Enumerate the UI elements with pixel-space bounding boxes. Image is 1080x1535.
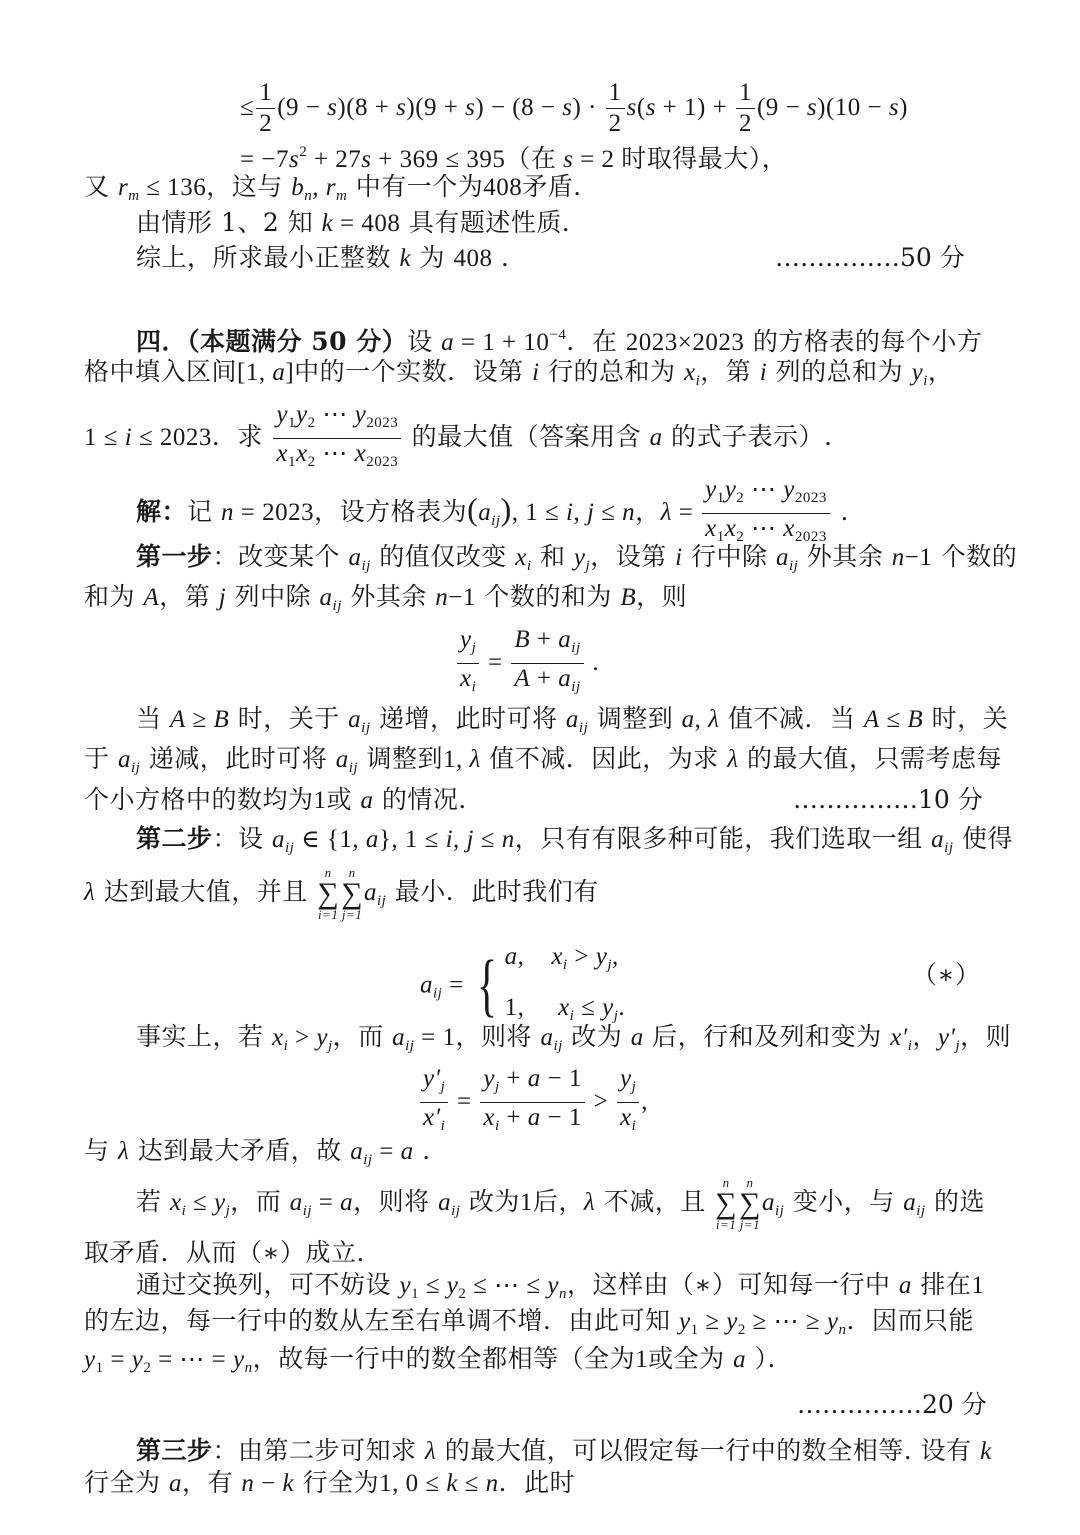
star-label: （∗） <box>912 960 981 989</box>
step2-line-4: 与 λ 达到最大矛盾，故 $a_{ij} = a$ . <box>84 1136 431 1168</box>
step2-line-6: 取矛盾．从而（∗）成立． <box>84 1238 382 1267</box>
problem-4-line-3: 1 ≤ i ≤ 2023．求 $\frac{y_1y_2 \cdots y_{2023}}{x_1x_2 \cdots x_{2023}}$ 的最大值（答案用含 a 的式子表示）. <box>84 401 833 470</box>
problem-4-line-2: 格中填入区间[1, a]中的一个实数．设第 i 行的总和为 $x_i$，第 i 列的总和为 $y_i$， <box>84 357 954 389</box>
inequality-line-2: = $-7s^2 + 27s + 369 \le 395$（在 s = 2 时取得最大）， <box>240 144 788 173</box>
step1-line-5: 个小方格中的数均为1或 a 的情况． <box>84 785 484 814</box>
step1-line-2: 和为 A，第 j 列中除 $a_{ij}$ 外其余 n−1 个数的和为 B，则 <box>84 582 688 614</box>
step2-line-1: 第二步：设 $a_{ij}$ ∈ {1, a}, 1 ≤ i, j ≤ n，只有有限多种可能，我们选取一组 $a_{ij}$ 使得 <box>136 824 1013 856</box>
solution-line: 解：记 n = 2023，设方格表为$(a_{ij})$, 1 ≤ i, j ≤ n，λ = $\frac{y_1y_2 \cdots y_{2023}}{x_1x_2 \cdots x_{2023}}$ . <box>136 476 849 545</box>
step2-equation: $\frac{y'_j}{x'_i}$ = $\frac{y_j + a - 1}{x_i + a - 1}$ > $\frac{y_j}{x_i}$ , <box>418 1064 648 1141</box>
step3-line-2: 行全为 a，有 n − k 行全为1, 0 ≤ k ≤ n．此时 <box>84 1468 576 1497</box>
step2-line-3: 事实上，若 $x_i > y_j$，而 $a_{ij} = 1$，则将 $a_{ij}$ 改为 a 后，行和及列和变为 $x'_i$，$y'_j$，则 <box>136 1022 1012 1054</box>
step3-line-1: 第三步：由第二步可知求 λ 的最大值，可以假定每一行中的数全相等. 设有 k <box>136 1436 992 1465</box>
step2-line-7: 通过交换列，可不妨设 $y_1 \le y_2$ ≤ ⋯ ≤ $y_n$，这样由（∗）可知每一行中 a 排在1 <box>136 1270 985 1302</box>
step2-line-5: 若 $x_i \le y_j$，而 $a_{ij} = a$，则将 $a_{ij}$ 改为1后，λ 不减，且 n ∑ i=1 n ∑ j=1 $a_{ij}$ 变小，与 $a_{ij}$ 的选 <box>136 1174 985 1232</box>
score-20: ……………20 分 <box>797 1390 987 1419</box>
text-line-3: 又 $r_m \le 136$，这与 $b_n$, $r_m$ 中有一个为408矛盾． <box>84 172 599 204</box>
text-line-4: 由情形 1、2 知 k = 408 具有题述性质． <box>136 208 588 237</box>
step2-line-2: λ 达到最大值，并且 n ∑ i=1 n ∑ j=1 $a_{ij}$ 最小．此时我们有 <box>84 864 599 922</box>
step1-line-3: 当 A ≥ B 时，关于 $a_{ij}$ 递增，此时可将 $a_{ij}$ 调整到 a, λ 值不减．当 A ≤ B 时，关 <box>136 704 1009 736</box>
step2-line-9: $y_1 = y_2$ = ⋯ = $y_n$，故每一行中的数全都相等（全为1或全为 a ）． <box>84 1344 794 1376</box>
inequality-line-1: ≤ $\frac{1}{2}$ (9 − s)(8 + s)(9 + s) − (8 − s) · $\frac{1}{2}$ s(s + 1) + $\frac{1}{2}$ (9 − s)(10 − s) <box>240 79 908 137</box>
step2-line-8: 的左边，每一行中的数从左至右单调不增．由此可知 $y_1 \ge y_2$ ≥ ⋯ ≥ $y_n$．因而只能 <box>84 1306 974 1338</box>
score-10: ……………10 分 <box>793 785 983 814</box>
step2-cases: $a_{ij}$ = { a, $x_i > y_j$, 1, $x_i \le y_j$. <box>420 943 626 1024</box>
score-50: ……………50 分 <box>775 243 965 272</box>
problem-4-line-1: 四．（本题满分 50 分）设 $a = 1 + 10^{-4}$．在 2023×2023 的方格表的每个小方 <box>136 327 983 356</box>
step1-line-1: 第一步：改变某个 $a_{ij}$ 的值仅改变 $x_i$ 和 $y_j$，设第 i 行中除 $a_{ij}$ 外其余 n−1 个数的 <box>136 542 1018 574</box>
step1-equation: $\frac{y_j}{x_i}$ = $\frac{B + a_{ij}}{A + a_{ij}}$ . <box>455 625 599 702</box>
text-line-5: 综上，所求最小正整数 k 为 408 . <box>136 243 510 272</box>
problem-4-heading: 四．（本题满分 50 分） <box>136 327 408 356</box>
step1-line-4: 于 $a_{ij}$ 递减，此时可将 $a_{ij}$ 调整到1, λ 值不减．因此，为求 λ 的最大值，只需考虑每 <box>84 744 1003 776</box>
